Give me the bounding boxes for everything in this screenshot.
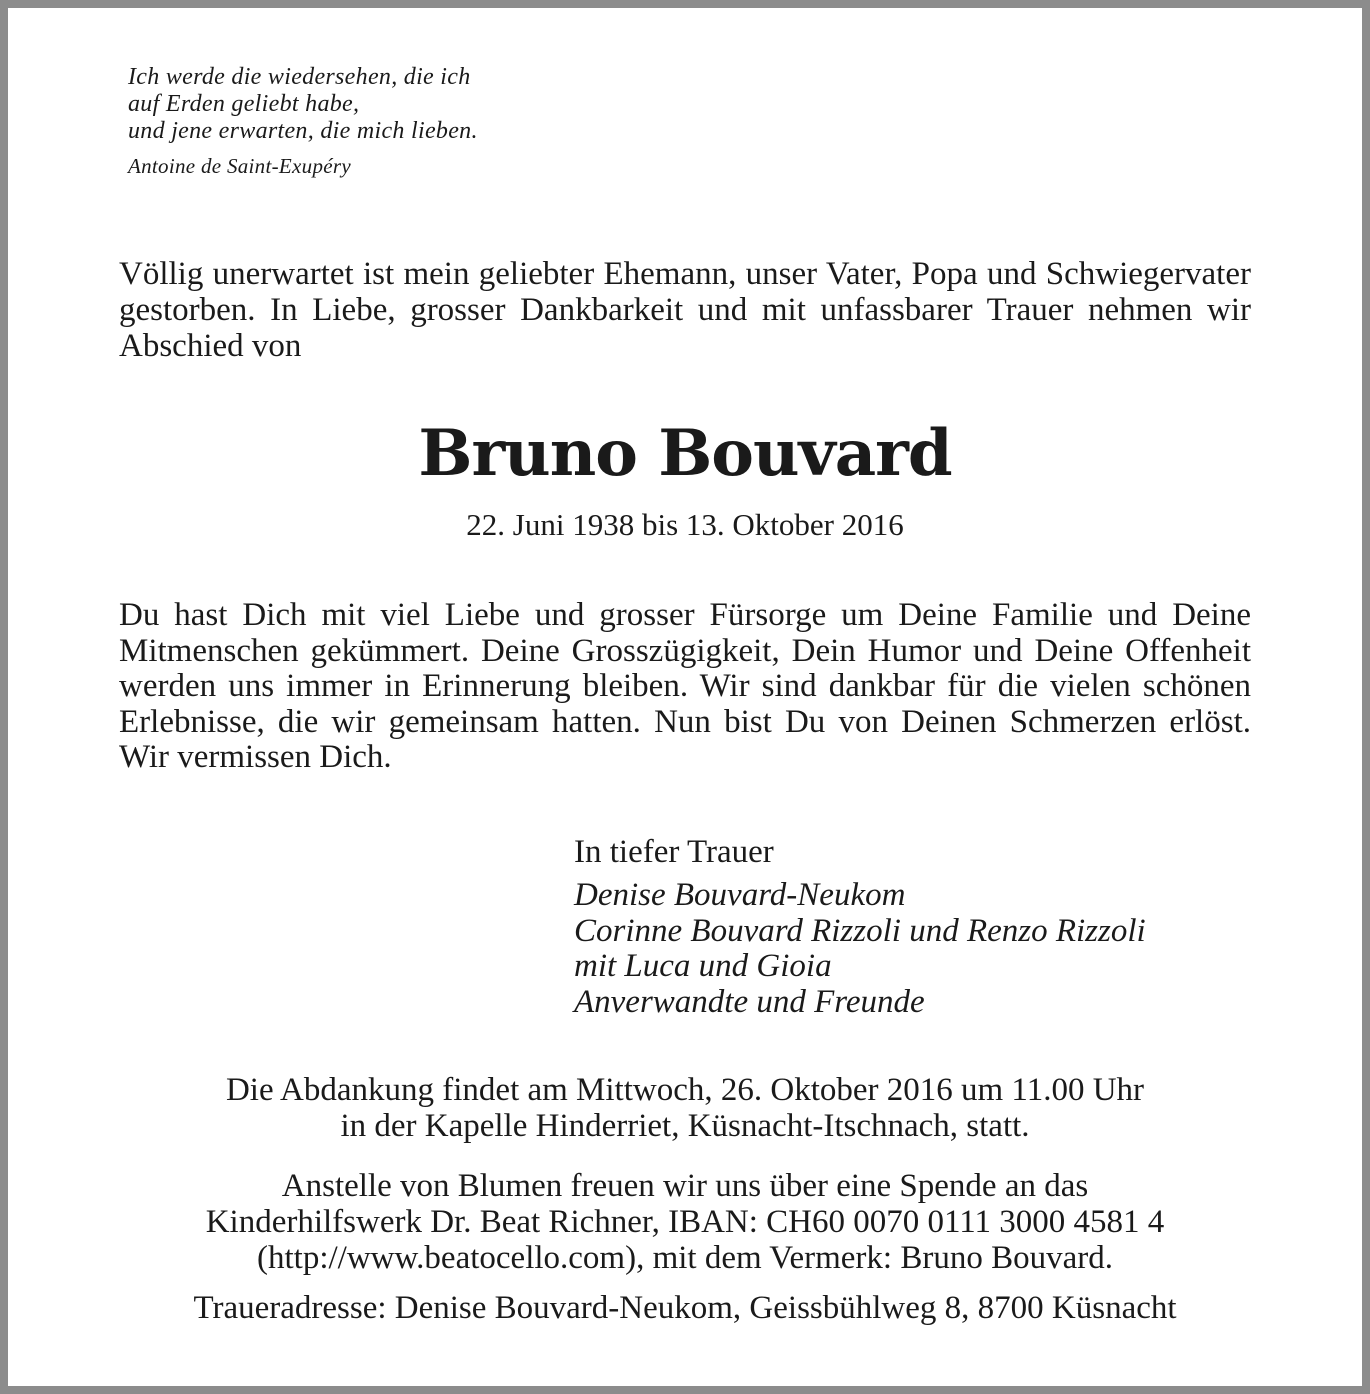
- donation-info: [8, 1168, 1362, 1276]
- deceased-name: Bruno Bouvard: [418, 416, 952, 491]
- mourners-list: [574, 878, 1146, 1020]
- mourner-name: Denise Bouvard-Neukom: [574, 877, 906, 913]
- motto-line: auf Erden geliebt habe,: [128, 91, 360, 117]
- mourning-heading: In tiefer Trauer: [574, 834, 774, 870]
- donation-line: Kinderhilfswerk Dr. Beat Richner, IBAN: CH60 0070 0111 3000 4581 4: [205, 1204, 1165, 1240]
- motto-author: Antoine de Saint-Exupéry: [128, 154, 351, 178]
- motto-line: und jene erwarten, die mich lieben.: [128, 118, 478, 144]
- intro-paragraph: Völlig unerwartet ist mein geliebter Ehemann, unser Vater, Popa und Schwiegervater gestorben. In Liebe, grosser Dankbarkeit und mit unfassbarer Trauer nehmen wir Abschied von: [119, 256, 1251, 364]
- motto-quote: [128, 64, 478, 145]
- donation-line: Anstelle von Blumen freuen wir uns über eine Spende an das: [281, 1168, 1089, 1204]
- service-line: Die Abdankung findet am Mittwoch, 26. Oktober 2016 um 11.00 Uhr: [225, 1072, 1145, 1108]
- service-line: in der Kapelle Hinderriet, Küsnacht-Itschnach, statt.: [340, 1108, 1030, 1144]
- service-info: [8, 1072, 1362, 1144]
- mourner-name: Corinne Bouvard Rizzoli und Renzo Rizzoli: [574, 912, 1146, 949]
- mourning-address: Traueradresse: Denise Bouvard-Neukom, Geissbühlweg 8, 8700 Küsnacht: [193, 1290, 1177, 1326]
- obituary-notice: [8, 8, 1362, 1386]
- life-dates: 22. Juni 1938 bis 13. Oktober 2016: [466, 507, 904, 542]
- motto-line: Ich werde die wiedersehen, die ich: [128, 64, 471, 90]
- mourner-name: mit Luca und Gioia: [574, 948, 832, 984]
- tribute-paragraph: Du hast Dich mit viel Liebe und grosser Fürsorge um Deine Familie und Deine Mitmenschen gekümmert. Deine Grosszügigkeit, Dein Humor und Deine Offenheit werden uns immer in Erinnerung bleiben. Wir sind dankbar für die vielen schönen Erlebnisse, die wir gemeinsam hatten. Nun bist Du von Deinen Schmerzen erlöst. Wir vermissen Dich.: [119, 597, 1251, 775]
- mourner-name: Anverwandte und Freunde: [574, 983, 925, 1020]
- donation-line: (http://www.beatocello.com), mit dem Vermerk: Bruno Bouvard.: [257, 1240, 1113, 1276]
